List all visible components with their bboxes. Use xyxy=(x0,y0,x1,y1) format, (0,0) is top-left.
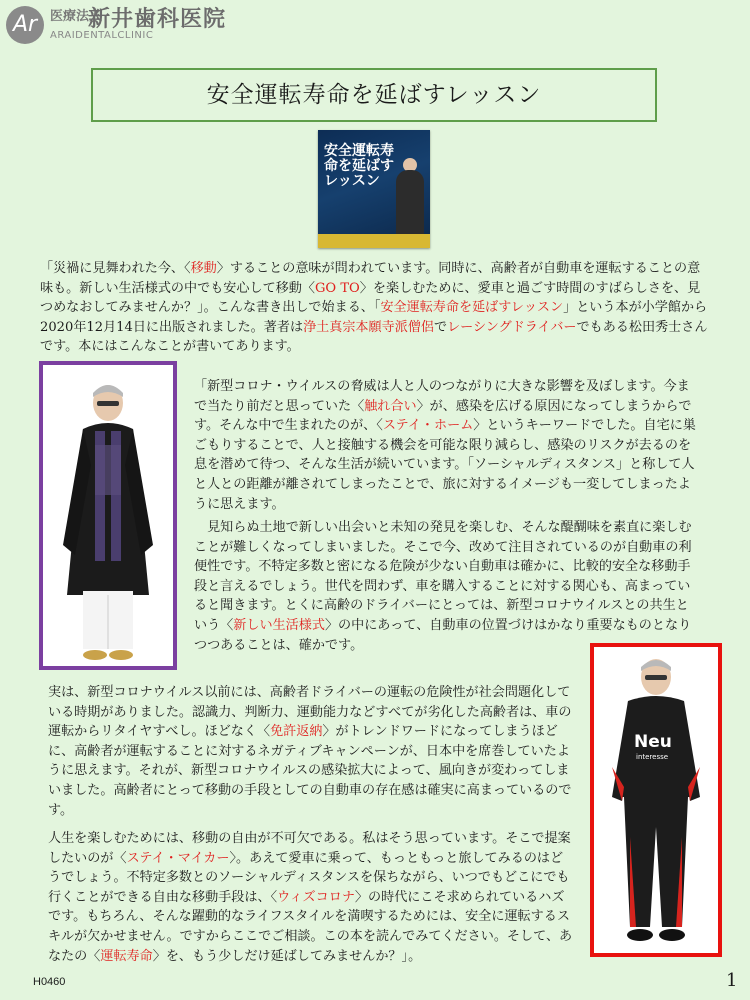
text-span: 〉が、感染を広げる原因になってしまうからです。そんな中で生まれたのが、〈 xyxy=(194,398,692,434)
book-cover-image xyxy=(318,130,430,248)
highlight-text: 浄土真宗本願寺派僧侶 xyxy=(303,319,434,335)
logo-corp-label: 医療法人 xyxy=(50,9,103,24)
text-span: 〉というキーワードでした。自宅に巣ごもりすることで、人と接触する機会を可能な限り減らし、感染のリスクが去るのを息を潜めて待つ、そんな生活が続いています。「ソーシャルディスタンス」と称して人と人との距離が離されてしまったことで、旅に対するイメージも一変してしまったように思えます。 xyxy=(194,418,696,512)
text-span: 見知らぬ土地で新しい出会いと未知の発見を楽しむ、そんな醍醐味を素直に楽しむことが難しくなってしまいました。そこで今、改めて注目されているのが自動車の利便性です。不特定多数と密になる危険が少ない自動車は確かに、比較的安全な移動手段と言えるでしょう。世代を問わず、車を購入することに対する関心も、高まっていると聞きます。とくに高齢のドライバーにとっては、新型コロナウイルスとの共生という〈 xyxy=(194,520,692,633)
text-span: でもある松田秀士さんです。本にはこんなことが書いてあります。 xyxy=(40,319,708,355)
body-paragraph-3 xyxy=(48,683,576,820)
text-span: 〉の時代にこそ求められているハズです。もちろん、そんな躍動的なライフスタイルを満喫するためには、安全に運転するスキルが欠かせません。ですからここでご相談。この本を読んでみてください。そして、あなたの〈 xyxy=(48,889,573,964)
highlight-text: 運転寿命 xyxy=(100,948,153,964)
quote-paragraph-2 xyxy=(194,518,698,655)
author-racer-photo xyxy=(590,643,722,957)
highlight-text: GO TO xyxy=(314,280,360,296)
highlight-text: 移動 xyxy=(190,261,217,276)
suit-logo-text: Neu xyxy=(634,732,672,752)
highlight-text: ウィズコロナ xyxy=(277,889,355,905)
body-paragraph-4 xyxy=(48,829,576,966)
highlight-text: 安全運転寿命を延ばすレッスン xyxy=(380,300,564,316)
highlight-text: 触れ合い xyxy=(364,398,417,414)
highlight-text: 免許返納 xyxy=(270,724,323,740)
text-span: 」という本が小学館から2020年12月14日に出版されました。著者は xyxy=(40,300,708,335)
book-cover-author-figure xyxy=(396,170,424,236)
page-number: 1 xyxy=(726,970,738,991)
text-span: 人生を楽しむためには、移動の自由が不可欠である。私はそう思っています。そこで提案したいのが〈 xyxy=(48,831,571,866)
highlight-text: ステイ・ホーム xyxy=(382,418,474,434)
monk-figure-illustration xyxy=(43,365,173,666)
highlight-text: レーシングドライバー xyxy=(447,319,577,335)
quote-paragraph-1 xyxy=(194,377,698,514)
logo-english-name: ARAIDENTALCLINIC xyxy=(50,30,154,41)
text-span: 〉を、もう少しだけ延ばしてみませんか？」。 xyxy=(152,948,422,964)
highlight-text: 新しい生活様式 xyxy=(233,617,325,633)
book-cover-band xyxy=(318,234,430,248)
text-span: 〉を楽しむために、愛車と過ごす時間のすばらしさを、見つめなおしてみませんか？」。こんな書き出しで始まる、「 xyxy=(40,280,701,316)
author-monk-photo xyxy=(39,361,177,670)
highlight-text: ステイ・マイカー xyxy=(126,850,230,866)
logo-mark: Ar xyxy=(6,6,44,44)
logo-clinic-name: 新井歯科医院 xyxy=(88,7,227,32)
text-span: で xyxy=(434,319,448,335)
text-span: 〉がトレンドワードになってしまうほどに、高齢者が運転することに対するネガティブキャンペーンが、日本中を席巻していたように思えます。それが、新型コロナウイルスの感染拡大によって、風向きが変わってしまいました。高齢者にとって移動の手段としての自動車の存在感は確実に高まっているのです。 xyxy=(48,724,572,818)
text-span: 「災禍に見舞われた今、〈 xyxy=(40,261,191,276)
text-span: 〉の中にあって、自動車の位置づけはかなり重要なものとなりつつあることは、確かです。 xyxy=(194,617,692,653)
text-span: 「新型コロナ・ウイルスの脅威は人と人のつながりに大きな影響を及ぼします。今まで当たり前だと思っていた〈 xyxy=(194,379,690,414)
text-span: 〉。あえて愛車に乗って、もっともっと旅してみるのはどうでしょう。不特定多数とのソーシャルディスタンスを保ちながら、いつでもどこにでも行くことができる自由な移動手段は、〈 xyxy=(48,850,570,905)
book-cover-title: 安全運転寿命を延ばすレッスン xyxy=(324,143,394,189)
intro-paragraph xyxy=(40,259,710,357)
text-span: 実は、新型コロナウイルス以前には、高齢者ドライバーの運転の危険性が社会問題化している時期がありました。認識力、判断力、運動能力などすべてが劣化した高齢者は、車の運転からリタイヤすべし。ほどなく〈 xyxy=(48,685,572,740)
clinic-logo xyxy=(6,4,236,46)
text-span: 〉することの意味が問われています。同時に、高齢者が自動車を運転することの意味も。新しい生活様式の中でも安心して移動〈 xyxy=(40,261,701,296)
document-code: H0460 xyxy=(33,976,66,988)
page-title: 安全運転寿命を延ばすレッスン xyxy=(91,68,657,122)
suit-logo-subtext: interesse xyxy=(636,753,669,761)
racer-figure-illustration xyxy=(594,647,718,953)
